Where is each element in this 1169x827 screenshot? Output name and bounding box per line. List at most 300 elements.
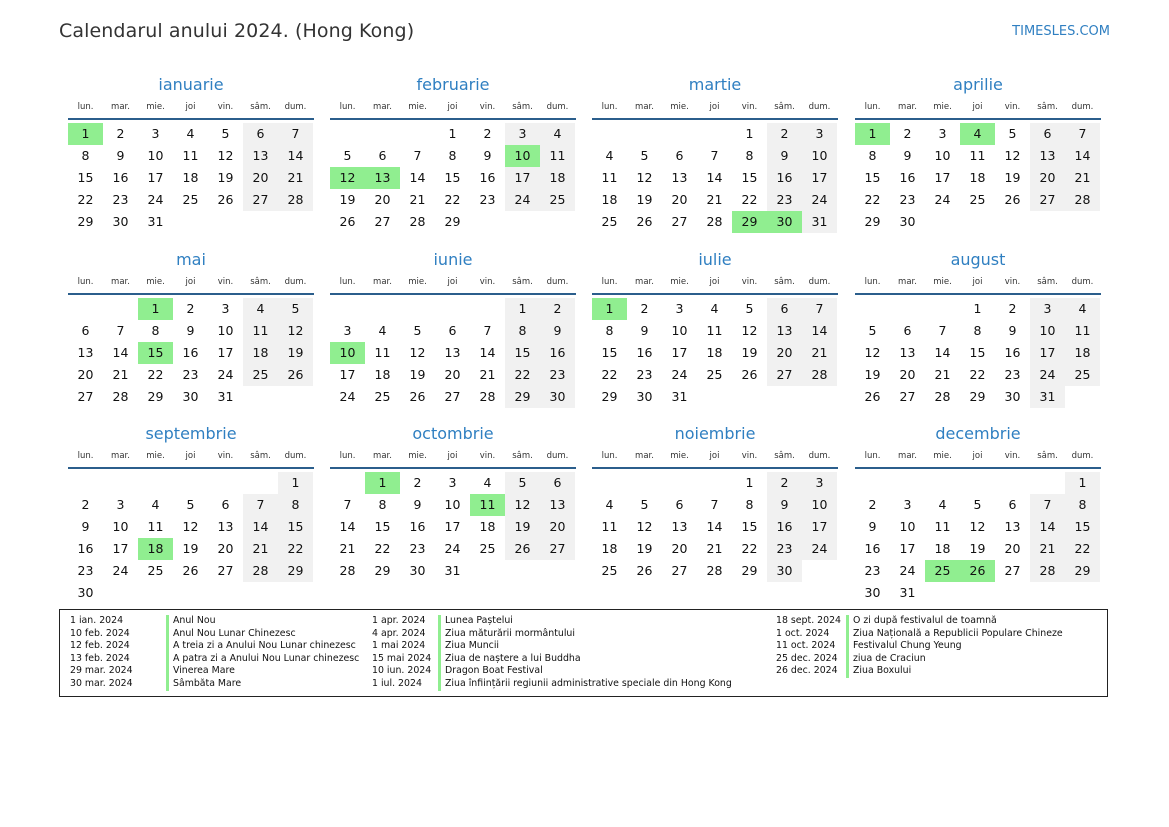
day-cell: 30 — [409, 563, 426, 578]
day-cell: 30 — [77, 585, 94, 600]
day-cell: 31 — [147, 214, 164, 229]
month-noiembrie — [592, 423, 838, 582]
day-cell: 26 — [636, 214, 653, 229]
day-cell: 3 — [1030, 298, 1065, 320]
day-cell: 25 — [969, 192, 986, 207]
holiday-day-cell: 26 — [960, 560, 995, 582]
day-cell: 15 — [1065, 516, 1100, 538]
day-cell: 9 — [81, 519, 90, 534]
day-cell: 16 — [77, 541, 94, 556]
empty-cell — [68, 298, 103, 320]
day-cell: 9 — [640, 323, 649, 338]
day-cell: 31 — [899, 585, 916, 600]
day-cell: 6 — [675, 148, 684, 163]
holiday-date: 15 mai 2024 — [372, 652, 432, 664]
page-title: Calendarul anului 2024. (Hong Kong) — [59, 20, 415, 42]
day-cell: 23 — [479, 192, 496, 207]
holiday-name: Festivalul Chung Yeung — [846, 640, 962, 653]
weekday-label: sâm. — [512, 102, 533, 112]
day-cell: 3 — [221, 301, 230, 316]
day-cell: 22 — [147, 367, 164, 382]
legend-item — [70, 615, 216, 628]
month-ianuarie — [68, 74, 314, 233]
weekday-label: mie. — [933, 451, 952, 461]
day-cell: 25 — [540, 189, 575, 211]
weekday-label: joi — [185, 451, 196, 461]
weekday-label: vin. — [217, 102, 234, 112]
legend-item — [70, 640, 356, 653]
day-cell: 25 — [374, 389, 391, 404]
day-cell: 28 — [339, 563, 356, 578]
day-cell: 6 — [540, 472, 575, 494]
day-cell: 18 — [934, 541, 951, 556]
day-cell: 18 — [706, 345, 723, 360]
day-cell: 3 — [505, 123, 540, 145]
weekday-header — [855, 448, 1101, 464]
month-name: februarie — [416, 75, 490, 94]
day-cell: 12 — [1004, 148, 1021, 163]
day-cell: 28 — [706, 214, 723, 229]
weekday-label: sâm. — [1037, 277, 1058, 287]
day-cell: 29 — [741, 563, 758, 578]
weekday-header — [68, 274, 314, 290]
month-name: mai — [176, 250, 206, 269]
day-cell: 26 — [339, 214, 356, 229]
day-grid — [592, 123, 838, 233]
day-cell: 16 — [540, 342, 575, 364]
holiday-name: Lunea Paștelui — [438, 615, 513, 628]
empty-cell — [697, 472, 732, 494]
day-cell: 14 — [278, 145, 313, 167]
day-cell: 22 — [741, 192, 758, 207]
day-cell: 17 — [934, 170, 951, 185]
empty-cell — [400, 123, 435, 145]
day-cell: 14 — [934, 345, 951, 360]
day-cell: 14 — [243, 516, 278, 538]
day-cell: 3 — [802, 123, 837, 145]
day-cell: 8 — [448, 148, 457, 163]
legend-item — [70, 652, 360, 666]
day-cell: 22 — [444, 192, 461, 207]
day-cell: 8 — [278, 494, 313, 516]
month-martie — [592, 74, 838, 233]
day-cell: 24 — [147, 192, 164, 207]
day-cell: 29 — [969, 389, 986, 404]
day-cell: 6 — [448, 323, 457, 338]
empty-cell — [400, 298, 435, 320]
weekday-header — [330, 274, 576, 290]
day-cell: 17 — [802, 167, 837, 189]
weekday-label: sâm. — [250, 451, 271, 461]
day-cell: 8 — [745, 497, 754, 512]
day-cell: 4 — [938, 497, 947, 512]
day-cell: 8 — [505, 320, 540, 342]
day-cell: 5 — [413, 323, 422, 338]
weekday-label: mar. — [898, 277, 917, 287]
weekday-label: mar. — [635, 451, 654, 461]
day-cell: 14 — [706, 170, 723, 185]
day-cell: 3 — [675, 301, 684, 316]
day-cell: 9 — [540, 320, 575, 342]
day-cell: 10 — [934, 148, 951, 163]
day-cell: 16 — [409, 519, 426, 534]
legend-item — [776, 627, 1063, 641]
day-cell: 24 — [1030, 364, 1065, 386]
day-cell: 16 — [1004, 345, 1021, 360]
day-cell: 28 — [409, 214, 426, 229]
weekday-header — [330, 99, 576, 115]
day-cell: 6 — [903, 323, 912, 338]
day-cell: 10 — [1030, 320, 1065, 342]
legend-item — [70, 665, 235, 678]
day-cell: 13 — [1030, 145, 1065, 167]
month-name: iulie — [698, 250, 732, 269]
day-cell: 5 — [640, 148, 649, 163]
day-cell: 12 — [741, 323, 758, 338]
weekday-label: mar. — [635, 277, 654, 287]
day-cell: 21 — [934, 367, 951, 382]
day-cell: 13 — [899, 345, 916, 360]
day-cell: 6 — [81, 323, 90, 338]
holiday-date: 11 oct. 2024 — [776, 640, 836, 652]
weekday-label: mie. — [408, 277, 427, 287]
holiday-name: Anul Nou Lunar Chinezesc — [166, 628, 296, 641]
header-divider — [68, 118, 314, 120]
weekday-header — [855, 274, 1101, 290]
day-cell: 7 — [243, 494, 278, 516]
weekday-label: mie. — [408, 102, 427, 112]
day-cell: 2 — [1008, 301, 1017, 316]
day-cell: 24 — [934, 192, 951, 207]
day-cell: 7 — [278, 123, 313, 145]
legend-column — [372, 615, 732, 691]
holiday-date: 12 feb. 2024 — [70, 640, 130, 652]
day-cell: 16 — [767, 516, 802, 538]
holiday-day-cell: 30 — [767, 211, 802, 233]
empty-cell — [208, 472, 243, 494]
day-cell: 15 — [601, 345, 618, 360]
day-cell: 19 — [505, 516, 540, 538]
day-cell: 11 — [706, 323, 723, 338]
day-cell: 23 — [409, 541, 426, 556]
day-cell: 28 — [1065, 189, 1100, 211]
day-cell: 3 — [343, 323, 352, 338]
holiday-date: 26 dec. 2024 — [776, 665, 838, 677]
day-cell: 11 — [934, 519, 951, 534]
day-cell: 20 — [671, 541, 688, 556]
empty-cell — [173, 472, 208, 494]
day-cell: 30 — [182, 389, 199, 404]
holiday-name: Ziua Boxului — [846, 665, 911, 678]
day-cell: 29 — [444, 214, 461, 229]
day-cell: 27 — [671, 563, 688, 578]
day-cell: 28 — [243, 560, 278, 582]
empty-cell — [662, 472, 697, 494]
day-cell: 24 — [339, 389, 356, 404]
day-grid — [855, 298, 1101, 408]
day-cell: 23 — [540, 364, 575, 386]
weekday-label: sâm. — [1037, 102, 1058, 112]
day-cell: 3 — [938, 126, 947, 141]
day-cell: 22 — [969, 367, 986, 382]
day-cell: 8 — [1065, 494, 1100, 516]
day-cell: 12 — [636, 170, 653, 185]
holiday-day-cell: 12 — [330, 167, 365, 189]
weekday-label: joi — [972, 451, 983, 461]
weekday-label: mie. — [670, 102, 689, 112]
header-divider — [330, 293, 576, 295]
day-cell: 5 — [868, 323, 877, 338]
day-cell: 5 — [343, 148, 352, 163]
day-cell: 29 — [278, 560, 313, 582]
weekday-label: mar. — [898, 451, 917, 461]
weekday-label: mar. — [373, 277, 392, 287]
day-cell: 17 — [444, 519, 461, 534]
weekday-label: dum. — [284, 102, 307, 112]
day-cell: 16 — [864, 541, 881, 556]
empty-cell — [103, 472, 138, 494]
day-cell: 23 — [77, 563, 94, 578]
day-cell: 9 — [767, 145, 802, 167]
day-cell: 26 — [182, 563, 199, 578]
day-cell: 1 — [278, 472, 313, 494]
legend-item — [372, 627, 575, 641]
holiday-date: 1 mai 2024 — [372, 640, 426, 652]
day-cell: 30 — [864, 585, 881, 600]
day-cell: 6 — [675, 497, 684, 512]
holiday-date: 10 iun. 2024 — [372, 665, 432, 677]
holiday-name: ziua de Craciun — [846, 653, 926, 666]
day-cell: 13 — [77, 345, 94, 360]
holiday-date: 29 mar. 2024 — [70, 665, 133, 677]
day-cell: 27 — [1030, 189, 1065, 211]
day-cell: 27 — [444, 389, 461, 404]
day-cell: 29 — [864, 214, 881, 229]
weekday-label: dum. — [808, 102, 831, 112]
day-cell: 18 — [540, 167, 575, 189]
empty-cell — [1030, 472, 1065, 494]
weekday-label: mie. — [146, 277, 165, 287]
day-cell: 23 — [864, 563, 881, 578]
empty-cell — [627, 472, 662, 494]
month-name: aprilie — [953, 75, 1003, 94]
weekday-label: lun. — [339, 102, 356, 112]
day-cell: 6 — [1008, 497, 1017, 512]
day-cell: 12 — [182, 519, 199, 534]
day-cell: 21 — [409, 192, 426, 207]
legend-column — [70, 615, 360, 691]
day-cell: 8 — [81, 148, 90, 163]
day-cell: 28 — [1030, 560, 1065, 582]
day-cell: 14 — [479, 345, 496, 360]
holiday-name: Dragon Boat Festival — [438, 665, 543, 678]
day-cell: 10 — [802, 494, 837, 516]
day-cell: 24 — [802, 189, 837, 211]
weekday-label: sâm. — [250, 277, 271, 287]
day-cell: 27 — [243, 189, 278, 211]
day-cell: 27 — [540, 538, 575, 560]
day-cell: 15 — [77, 170, 94, 185]
weekday-label: lun. — [864, 451, 881, 461]
day-cell: 24 — [112, 563, 129, 578]
month-name: august — [950, 250, 1006, 269]
header-divider — [330, 467, 576, 469]
empty-cell — [890, 298, 925, 320]
day-cell: 11 — [601, 170, 618, 185]
weekday-label: vin. — [741, 102, 758, 112]
legend-item — [776, 640, 962, 653]
legend-item — [372, 640, 500, 653]
holiday-date: 25 dec. 2024 — [776, 652, 838, 664]
holiday-day-cell: 1 — [138, 298, 173, 320]
day-cell: 30 — [636, 389, 653, 404]
header-divider — [592, 118, 838, 120]
empty-cell — [365, 298, 400, 320]
brand-link[interactable]: TIMESLES.COM — [1012, 24, 1110, 39]
holiday-date: 1 ian. 2024 — [70, 615, 124, 626]
day-cell: 10 — [899, 519, 916, 534]
day-cell: 23 — [182, 367, 199, 382]
day-cell: 19 — [339, 192, 356, 207]
empty-cell — [592, 472, 627, 494]
weekday-label: dum. — [1071, 102, 1094, 112]
day-cell: 8 — [378, 497, 387, 512]
day-cell: 19 — [278, 342, 313, 364]
day-cell: 21 — [112, 367, 129, 382]
legend-item — [776, 665, 912, 678]
day-cell: 5 — [186, 497, 195, 512]
day-cell: 18 — [479, 519, 496, 534]
holiday-date: 30 mar. 2024 — [70, 677, 133, 689]
day-cell: 13 — [767, 320, 802, 342]
weekday-label: mie. — [670, 451, 689, 461]
weekday-label: lun. — [339, 277, 356, 287]
day-cell: 9 — [1008, 323, 1017, 338]
month-aprilie — [855, 74, 1101, 233]
day-cell: 10 — [444, 497, 461, 512]
holiday-day-cell: 18 — [138, 538, 173, 560]
weekday-label: dum. — [546, 102, 569, 112]
day-cell: 17 — [899, 541, 916, 556]
weekday-label: mar. — [111, 277, 130, 287]
day-cell: 20 — [1004, 541, 1021, 556]
empty-cell — [68, 472, 103, 494]
day-cell: 7 — [710, 148, 719, 163]
day-cell: 19 — [864, 367, 881, 382]
day-cell: 15 — [505, 342, 540, 364]
day-cell: 24 — [505, 189, 540, 211]
day-cell: 14 — [1065, 145, 1100, 167]
day-cell: 13 — [1004, 519, 1021, 534]
day-cell: 10 — [671, 323, 688, 338]
weekday-label: dum. — [546, 451, 569, 461]
day-cell: 25 — [601, 214, 618, 229]
day-cell: 26 — [217, 192, 234, 207]
day-cell: 26 — [636, 563, 653, 578]
day-cell: 17 — [802, 516, 837, 538]
day-cell: 14 — [112, 345, 129, 360]
day-cell: 23 — [112, 192, 129, 207]
legend-item — [776, 652, 926, 666]
day-cell: 15 — [741, 519, 758, 534]
holiday-name: Sâmbăta Mare — [166, 678, 241, 691]
day-cell: 25 — [1065, 364, 1100, 386]
legend-item — [372, 652, 581, 666]
weekday-label: vin. — [1004, 451, 1021, 461]
day-cell: 29 — [601, 389, 618, 404]
holiday-name: A treia zi a Anului Nou Lunar chinezesc — [166, 640, 356, 653]
day-cell: 7 — [802, 298, 837, 320]
weekday-label: joi — [185, 102, 196, 112]
day-cell: 6 — [1030, 123, 1065, 145]
day-cell: 4 — [151, 497, 160, 512]
weekday-label: mie. — [670, 277, 689, 287]
day-grid — [855, 123, 1101, 233]
day-cell: 4 — [710, 301, 719, 316]
month-name: iunie — [433, 250, 473, 269]
day-cell: 23 — [636, 367, 653, 382]
weekday-label: lun. — [77, 277, 94, 287]
day-cell: 5 — [278, 298, 313, 320]
day-cell: 4 — [1065, 298, 1100, 320]
day-cell: 26 — [741, 367, 758, 382]
weekday-label: dum. — [808, 451, 831, 461]
day-cell: 12 — [969, 519, 986, 534]
day-cell: 27 — [1004, 563, 1021, 578]
day-grid — [68, 298, 314, 408]
holiday-day-cell: 1 — [365, 472, 400, 494]
holiday-date: 1 oct. 2024 — [776, 627, 830, 639]
day-cell: 20 — [374, 192, 391, 207]
empty-cell — [365, 123, 400, 145]
day-cell: 7 — [938, 323, 947, 338]
weekday-label: sâm. — [774, 102, 795, 112]
month-name: ianuarie — [158, 75, 224, 94]
header-divider — [330, 118, 576, 120]
weekday-label: vin. — [217, 451, 234, 461]
day-cell: 22 — [601, 367, 618, 382]
weekday-label: vin. — [479, 451, 496, 461]
day-cell: 22 — [1065, 538, 1100, 560]
day-cell: 18 — [969, 170, 986, 185]
weekday-label: sâm. — [250, 102, 271, 112]
weekday-label: vin. — [479, 102, 496, 112]
day-cell: 27 — [77, 389, 94, 404]
day-cell: 28 — [802, 364, 837, 386]
day-cell: 9 — [868, 519, 877, 534]
header-divider — [855, 293, 1101, 295]
holiday-day-cell: 1 — [855, 123, 890, 145]
day-cell: 7 — [116, 323, 125, 338]
day-cell: 11 — [147, 519, 164, 534]
day-cell: 30 — [767, 560, 802, 582]
empty-cell — [960, 472, 995, 494]
day-cell: 4 — [483, 475, 492, 490]
day-cell: 21 — [802, 342, 837, 364]
day-grid — [592, 298, 838, 408]
day-cell: 21 — [278, 167, 313, 189]
weekday-label: joi — [447, 277, 458, 287]
holiday-name: Anul Nou — [166, 615, 216, 628]
day-cell: 15 — [864, 170, 881, 185]
day-cell: 7 — [343, 497, 352, 512]
day-cell: 22 — [864, 192, 881, 207]
day-cell: 1 — [745, 126, 754, 141]
day-cell: 23 — [1004, 367, 1021, 382]
day-cell: 22 — [278, 538, 313, 560]
day-cell: 8 — [605, 323, 614, 338]
day-cell: 22 — [77, 192, 94, 207]
